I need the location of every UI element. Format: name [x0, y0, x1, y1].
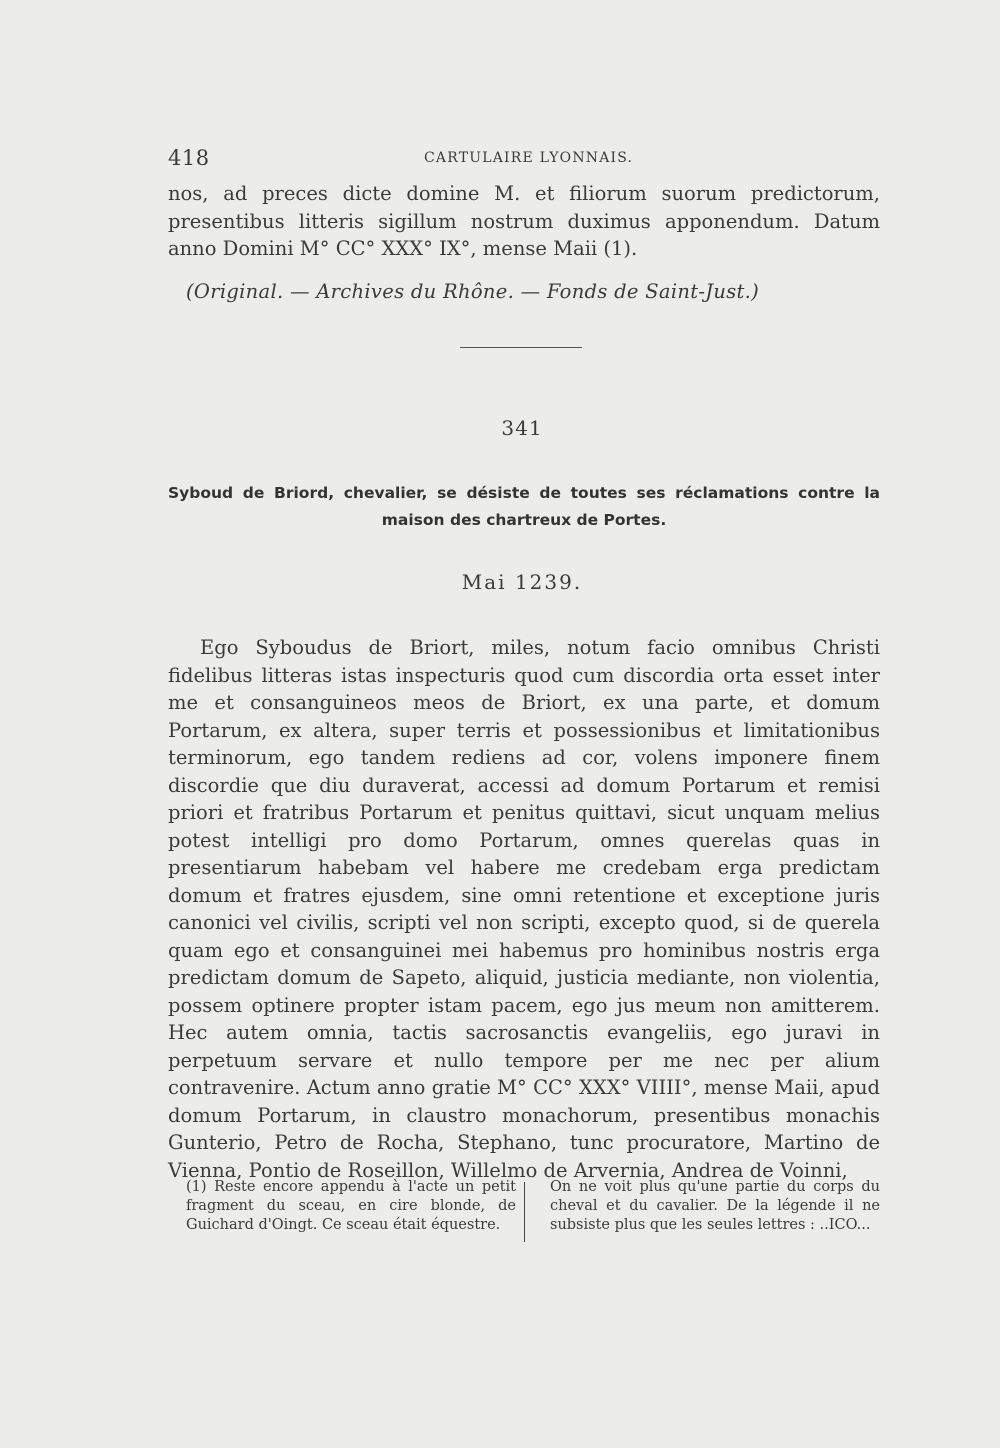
footnotes — [168, 1178, 880, 1244]
document-paragraph: Ego Syboudus de Briort, miles, notum facio omnibus Christi fidelibus litteras istas inspecturis quod cum discordia orta esset inter me et consanguineos meos de Briort, ex una parte, et domum Portarum, ex altera, super terris et possessionibus et limitationibus terminorum, ego tandem rediens ad cor, volens imponere finem discordie que diu duraverat, accessi ad domum Portarum et remisi priori et fratribus Portarum et penitus quittavi, sicut unquam melius potest intelligi pro domo Portarum, omnes querelas quas in presentiarum habebam vel habere me credebam erga predictam domum et fratres ejusdem, sine omni retentione et exceptione juris canonici vel civilis, scripti vel non scripti, excepto quod, si de querela quam ego et consanguinei mei habemus pro hominibus nostris erga predictam domum de Sapeto, aliquid, justicia mediante, non violentia, possem optinere propter istam pacem, ego jus meum non amitterem. Hec autem omnia, tactis sacrosanctis evangeliis, ego juravi in perpetuum servare et nullo tempore per me nec per alium contravenire. Actum anno gratie M° CC° XXX° VIIII°, mense Maii, apud domum Portarum, in claustro monachorum, presentibus monachis Gunterio, Petro de Rocha, Stephano, tunc procuratore, Martino de Vienna, Pontio de Roseillon, Willelmo de Arvernia, Andrea de Voinni, — [168, 636, 880, 1182]
document-text — [168, 634, 880, 1184]
running-title: CARTULAIRE LYONNAIS. — [424, 150, 634, 166]
page-number: 418 — [168, 146, 210, 170]
section-divider — [460, 347, 582, 348]
document-summary: Syboud de Briord, chevalier, se désiste de toutes ses réclamations contre la maison des chartreux de Portes. — [168, 484, 880, 529]
source-note: (Original. — Archives du Rhône. — Fonds de Saint-Just.) — [186, 280, 760, 303]
footnote-right-column: On ne voit plus qu'une partie du corps du cheval et du cavalier. De la légende il ne subsiste plus que les seules lettres : ..ICO... — [550, 1179, 880, 1233]
continuation-paragraph: nos, ad preces dicte domine M. et filiorum suorum predictorum, presentibus litteris sigillum nostrum duximus apponendum. Datum anno Domini M° CC° XXX° IX°, mense Maii (1). — [168, 182, 880, 260]
running-header — [168, 146, 880, 172]
footnote-left-column: (1) Reste encore appendu à l'acte un petit fragment du sceau, en cire blonde, de Guichard d'Oingt. Ce sceau était équestre. — [186, 1179, 516, 1233]
document-number: 341 — [501, 416, 543, 440]
footnote-divider — [524, 1182, 525, 1242]
document-date: Mai 1239. — [461, 570, 583, 594]
